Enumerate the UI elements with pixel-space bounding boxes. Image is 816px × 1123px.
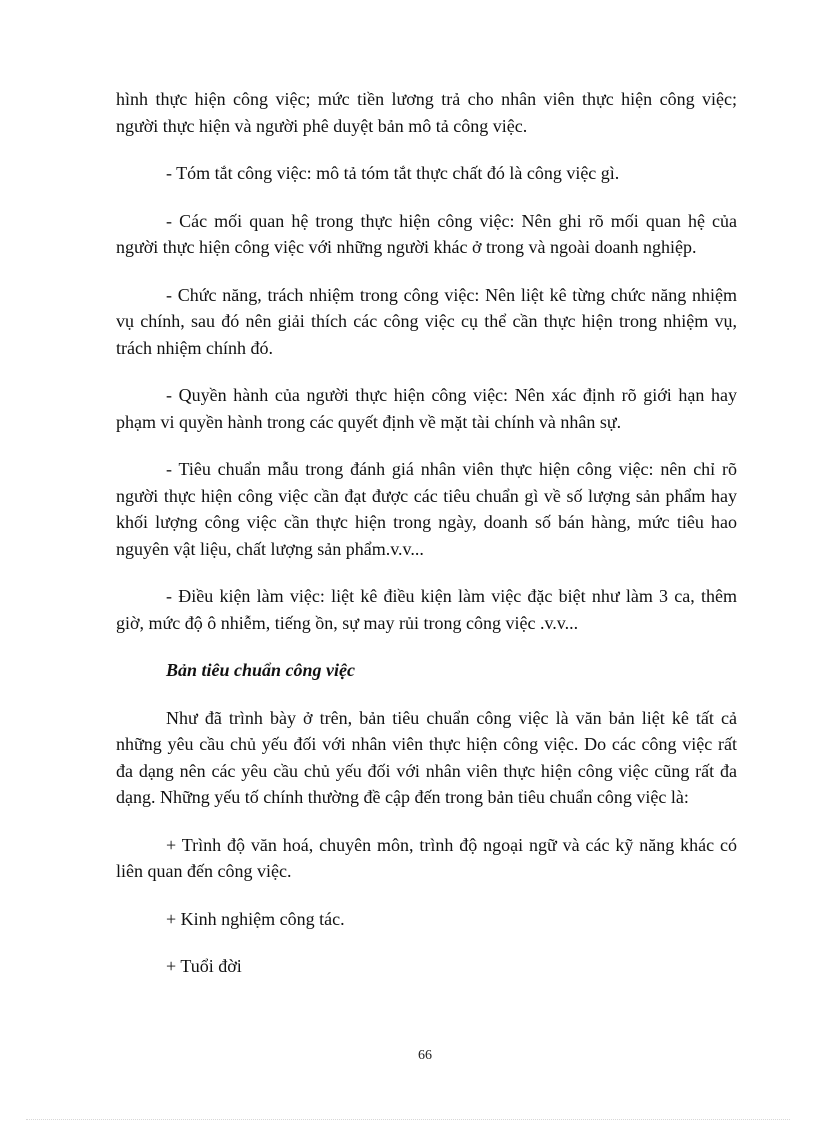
paragraph-functions-responsibilities: - Chức năng, trách nhiệm trong công việc: Nên liệt kê từng chức năng nhiệm vụ chính, sau đó nên giải thích các công việc cụ thể cần thực hiện trong nhiệm vụ, trách nhiệm chính đó.: [116, 284, 737, 358]
footer-divider: [26, 1119, 790, 1120]
list-item-age: + Tuổi đời: [166, 956, 242, 976]
list-item-education: + Trình độ văn hoá, chuyên môn, trình độ ngoại ngữ và các kỹ năng khác có liên quan đến công việc.: [116, 834, 737, 881]
page-body: [116, 86, 737, 980]
paragraph-authority: - Quyền hành của người thực hiện công việc: Nên xác định rõ giới hạn hay phạm vi quyền hành trong các quyết định về mặt tài chính và nhân sự.: [116, 385, 737, 432]
paragraph-relationships: - Các mối quan hệ trong thực hiện công việc: Nên ghi rõ mối quan hệ của người thực hiện công việc với những người khác ở trong và ngoài doanh nghiệp.: [116, 210, 737, 257]
section-heading: Bản tiêu chuẩn công việc: [166, 660, 356, 680]
paragraph-job-specification-intro: Như đã trình bày ở trên, bản tiêu chuẩn công việc là văn bản liệt kê tất cả những yêu cầu chủ yếu đối với nhân viên thực hiện công việc. Do các công việc rất đa dạng nên các yêu cầu chủ yếu đối với nhân viên thực hiện công việc cũng rất đa dạng. Những yếu tố chính thường đề cập đến trong bản tiêu chuẩn công việc là:: [116, 707, 737, 807]
list-item-experience: + Kinh nghiệm công tác.: [166, 908, 345, 929]
paragraph-job-summary: - Tóm tắt công việc: mô tả tóm tắt thực chất đó là công việc gì.: [166, 163, 620, 183]
page-number: 66: [418, 1048, 432, 1063]
paragraph-continuation: hình thực hiện công việc; mức tiền lương trả cho nhân viên thực hiện công việc; người thực hiện và người phê duyệt bản mô tả công việc.: [116, 89, 737, 136]
paragraph-working-conditions: - Điều kiện làm việc: liệt kê điều kiện làm việc đặc biệt như làm 3 ca, thêm giờ, mức độ ô nhiễm, tiếng ồn, sự may rủi trong công việc .v.v...: [116, 586, 737, 633]
paragraph-performance-standards: - Tiêu chuẩn mẫu trong đánh giá nhân viên thực hiện công việc: nên chỉ rõ người thực hiện công việc cần đạt được các tiêu chuẩn gì về số lượng sản phẩm hay khối lượng công việc cần thực hiện trong ngày, doanh số bán hàng, mức tiêu hao nguyên vật liệu, chất lượng sản phẩm.v.v...: [116, 459, 737, 559]
